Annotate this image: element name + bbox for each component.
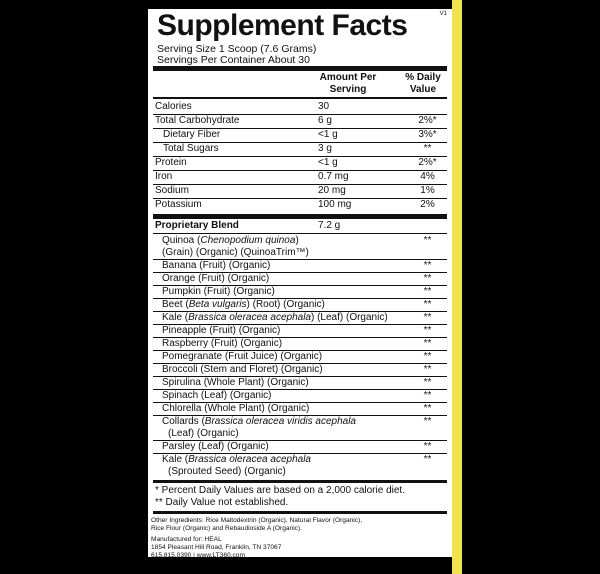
ingredient-text: Kale (: [162, 454, 189, 465]
footnote-not-established: ** Daily Value not established.: [155, 497, 289, 508]
ingredient-text: Raspberry (Fruit) (Organic): [162, 338, 283, 349]
ingredient-line1: [162, 260, 402, 272]
ingredient-dv: **: [423, 235, 432, 246]
servings-per-container: Servings Per Container About 30: [157, 54, 310, 66]
ingredient-text: Spirulina (Whole Plant) (Organic): [162, 377, 309, 388]
thick-rule: [153, 66, 447, 71]
row-separator: [153, 156, 447, 157]
ingredient-line1: [162, 377, 402, 389]
ingredient-line1: [162, 403, 402, 415]
ingredient-dv: **: [423, 338, 432, 349]
nutrient-dv: 4%: [420, 171, 435, 182]
ingredient-line1: [162, 338, 402, 350]
ingredient-text: Kale (: [162, 312, 189, 323]
footnote-dv: * Percent Daily Values are based on a 2,000 calorie diet.: [155, 485, 405, 496]
nutrient-amount: 100 mg: [318, 199, 352, 210]
nutrient-name: Iron: [155, 171, 173, 182]
ingredient-name: [162, 403, 402, 415]
ingredient-name: [162, 416, 402, 440]
ingredient-text: Pineapple (Fruit) (Organic): [162, 325, 281, 336]
ingredient-line1: [162, 454, 402, 466]
ingredient-dv: **: [423, 364, 432, 375]
nutrient-name: Total Carbohydrate: [155, 115, 240, 126]
ingredient-dv: **: [423, 416, 432, 427]
ingredient-name: [162, 286, 402, 298]
ingredient-latin-name: Chenopodium quinoa: [200, 235, 296, 246]
ingredient-dv: **: [423, 403, 432, 414]
nutrient-amount: <1 g: [318, 129, 338, 140]
nutrient-amount: 20 mg: [318, 185, 346, 196]
nutrient-dv: 2%: [420, 199, 435, 210]
ingredient-dv: **: [423, 390, 432, 401]
dv-header-line2: Value: [409, 84, 437, 95]
ingredient-text: Banana (Fruit) (Organic): [162, 260, 271, 271]
bottom-rule: [153, 511, 447, 514]
amount-header-line1: Amount Per: [319, 72, 377, 83]
nutrient-amount: 3 g: [318, 143, 332, 154]
ingredient-line2: (Sprouted Seed) (Organic): [168, 466, 286, 477]
nutrient-name: Sodium: [155, 185, 189, 196]
manufacturer-line1: Manufactured for: HEAL: [151, 536, 222, 543]
blend-name: Proprietary Blend: [155, 220, 239, 231]
row-separator: [153, 233, 447, 234]
ingredient-dv: **: [423, 312, 432, 323]
ingredient-name: [162, 390, 402, 402]
ingredient-text: Quinoa (: [162, 235, 201, 246]
ingredient-text: Orange (Fruit) (Organic): [162, 273, 270, 284]
other-ingredients-line1: Other Ingredients: Rice Maltodextrin (Organic), Natural Flavor (Organic),: [151, 517, 363, 524]
ingredient-name: [162, 364, 402, 376]
ingredient-dv: **: [423, 273, 432, 284]
ingredient-name: [162, 338, 402, 350]
ingredient-text: Chlorella (Whole Plant) (Organic): [162, 403, 310, 414]
ingredient-dv: **: [423, 454, 432, 465]
ingredient-name: [162, 235, 402, 259]
panel-title: Supplement Facts: [157, 9, 408, 42]
ingredient-line1: [162, 390, 402, 402]
row-separator: [153, 184, 447, 185]
manufacturer-line3: 615.815.0390 | www.LT360.com: [151, 552, 245, 559]
nutrient-dv: 3%*: [418, 129, 437, 140]
header-rule: [153, 97, 447, 99]
ingredient-line1: [162, 325, 402, 337]
nutrient-name: Potassium: [155, 199, 202, 210]
ingredient-dv: **: [423, 299, 432, 310]
yellow-accent-strip: [452, 0, 462, 574]
ingredient-text: Collards (: [162, 416, 205, 427]
ingredient-name: [162, 454, 402, 478]
nutrient-dv: 2%*: [418, 157, 437, 168]
ingredient-dv: **: [423, 441, 432, 452]
ingredient-text: Pomegranate (Fruit Juice) (Organic): [162, 351, 323, 362]
nutrient-name: Protein: [155, 157, 187, 168]
ingredient-name: [162, 325, 402, 337]
ingredient-line1: [162, 286, 402, 298]
ingredient-line1: [162, 351, 402, 363]
ingredient-name: [162, 273, 402, 285]
dv-header: [398, 72, 448, 96]
blend-amount: 7.2 g: [318, 220, 341, 231]
ingredient-line2: (Leaf) (Organic): [168, 428, 239, 439]
serving-size: Serving Size 1 Scoop (7.6 Grams): [157, 43, 317, 55]
version-mark: V1: [439, 11, 447, 17]
manufacturer-line2: 1854 Pleasant Hill Road, Franklin, TN 37067: [151, 544, 282, 551]
ingredient-name: [162, 312, 402, 324]
blend-rule: [153, 214, 447, 219]
nutrient-amount: 0.7 mg: [318, 171, 349, 182]
ingredient-dv: **: [423, 260, 432, 271]
ingredient-dv: **: [423, 325, 432, 336]
ingredient-dv: **: [423, 286, 432, 297]
ingredient-text: Pumpkin (Fruit) (Organic): [162, 286, 275, 297]
nutrient-amount: 6 g: [318, 115, 332, 126]
ingredient-name: [162, 351, 402, 363]
supplement-facts-panel: [148, 9, 452, 557]
ingredient-text: ) (Leaf) (Organic): [310, 312, 388, 323]
dv-header-line1: % Daily: [405, 72, 441, 83]
nutrient-name: Total Sugars: [163, 143, 219, 154]
ingredient-line1: [162, 312, 402, 324]
ingredient-dv: **: [423, 351, 432, 362]
ingredient-latin-name: Brassica oleracea viridis acephala: [204, 416, 356, 427]
ingredient-text: Spinach (Leaf) (Organic): [162, 390, 272, 401]
ingredient-dv: **: [423, 377, 432, 388]
nutrient-dv: 2%*: [418, 115, 437, 126]
nutrient-name: Calories: [155, 101, 192, 112]
ingredient-latin-name: Beta vulgaris: [188, 299, 247, 310]
amount-header-line2: Serving: [329, 84, 367, 95]
ingredient-text: ): [295, 235, 299, 246]
amount-header: [308, 72, 388, 96]
nutrient-amount: <1 g: [318, 157, 338, 168]
ingredient-line1: [162, 299, 402, 311]
ingredient-line1: [162, 364, 402, 376]
ingredient-name: [162, 441, 402, 453]
other-ingredients-line2: Rice Flour (Organic) and Rebaudioside A (Organic).: [151, 525, 302, 532]
ingredient-text: Beet (: [162, 299, 189, 310]
ingredient-name: [162, 377, 402, 389]
ingredient-line1: [162, 273, 402, 285]
ingredient-line1: [162, 416, 402, 428]
nutrient-name: Dietary Fiber: [163, 129, 221, 140]
row-separator: [153, 170, 447, 171]
ingredient-line1: [162, 441, 402, 453]
ingredient-name: [162, 299, 402, 311]
nutrient-dv: 1%: [420, 185, 435, 196]
ingredient-text: ) (Root) (Organic): [246, 299, 325, 310]
ingredient-line1: [162, 235, 402, 247]
ingredient-name: [162, 260, 402, 272]
ingredient-text: Broccoli (Stem and Floret) (Organic): [162, 364, 323, 375]
nutrient-dv: **: [423, 143, 432, 154]
footnote-rule: [153, 480, 447, 483]
nutrient-amount: 30: [318, 101, 330, 112]
ingredient-latin-name: Brassica oleracea acephala: [188, 312, 311, 323]
ingredient-text: Parsley (Leaf) (Organic): [162, 441, 269, 452]
ingredient-latin-name: Brassica oleracea acephala: [188, 454, 311, 465]
ingredient-line2: (Grain) (Organic) (QuinoaTrim™): [162, 247, 309, 258]
